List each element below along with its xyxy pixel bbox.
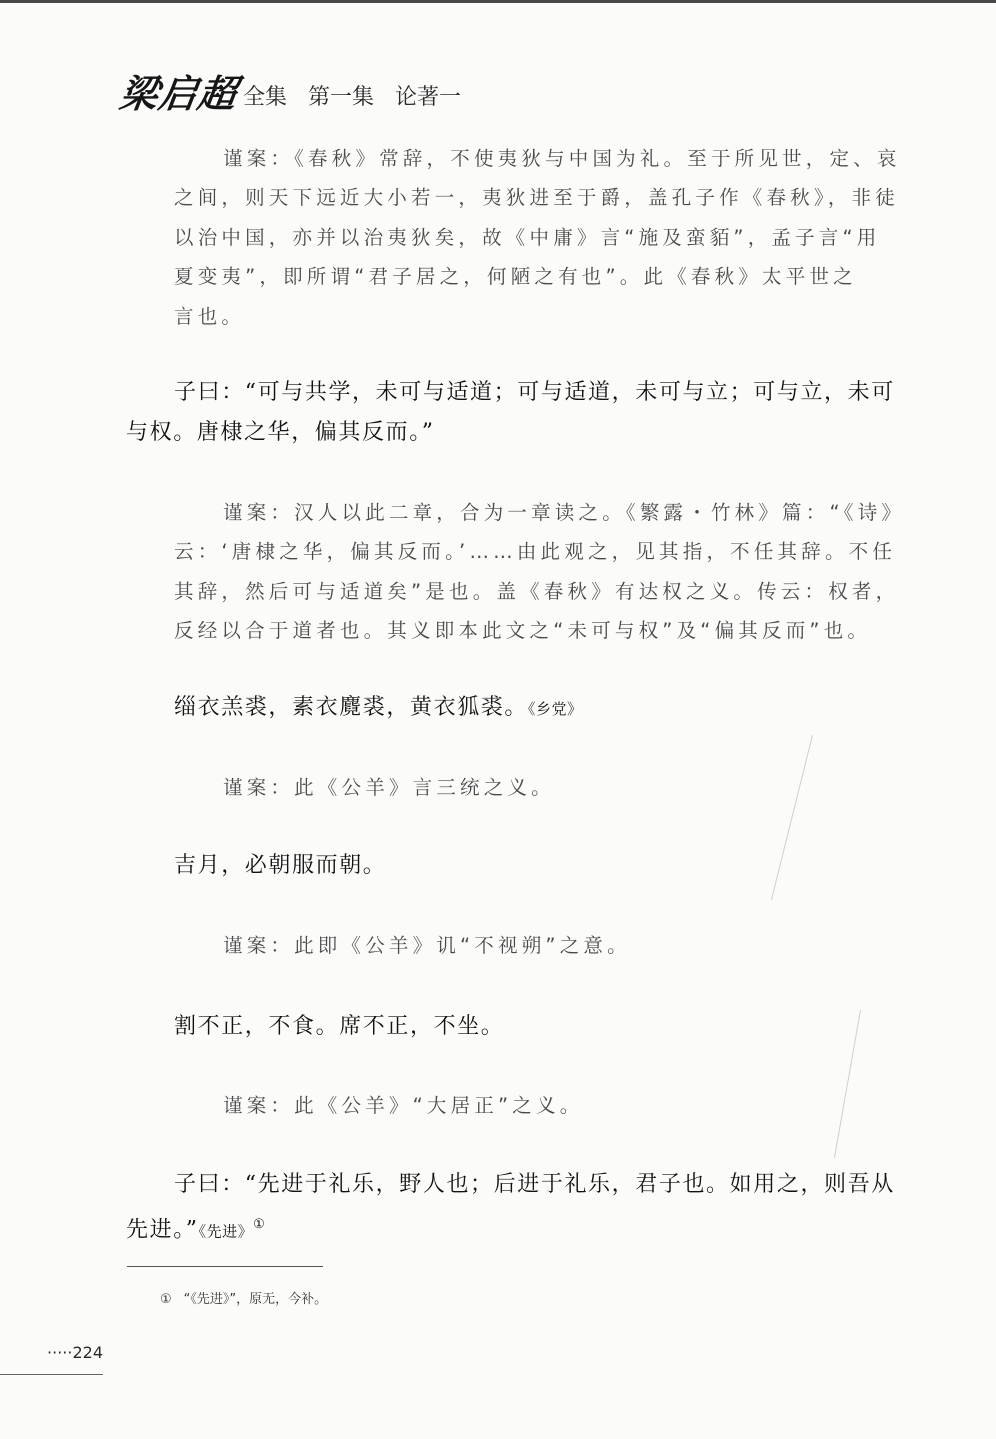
text-line: 吉月，必朝服而朝。 <box>174 853 387 878</box>
page-number-rule <box>0 1374 103 1375</box>
text-line: 谨案：此即《公羊》讥“不视朔”之意。 <box>223 934 631 957</box>
classic-text-paragraph <box>174 1007 934 1047</box>
footnote <box>160 1288 327 1307</box>
text-line: 云：‘唐棣之华，偏其反而。’……由此观之，见其指，不任其辞。不任 <box>174 540 897 564</box>
classic-text-paragraph <box>174 688 934 729</box>
page-number: ·····224 <box>47 1343 103 1362</box>
text-line: 子曰：“可与共学，未可与适道；可与适道，未可与立；可与立，未可 <box>174 380 895 405</box>
text-line: 言也。 <box>174 304 246 328</box>
classic-text-paragraph <box>174 846 934 886</box>
commentary-paragraph <box>174 139 934 336</box>
commentary-paragraph <box>174 493 934 651</box>
text-line: 割不正，不食。席不正，不坐。 <box>174 1014 505 1039</box>
commentary-paragraph <box>223 926 943 965</box>
commentary-paragraph <box>223 1086 943 1125</box>
footnote-marker: ① <box>253 1217 267 1232</box>
text-line: 其辞，然后可与适道矣”是也。盖《春秋》有达权之义。传云：权者， <box>174 579 900 603</box>
text-line: 谨案：《春秋》常辞，不使夷狄与中国为礼。至于所见世，定、哀 <box>223 147 901 170</box>
running-header <box>116 66 462 116</box>
footnote-text: “《先进》”，原无，今补。 <box>183 1292 328 1307</box>
text-line: 缁衣羔裘，素衣麑裘，黄衣狐裘。 <box>174 695 529 720</box>
author-logo: 梁启超 <box>116 71 241 116</box>
text-line: 之间，则天下远近大小若一，夷狄进至于爵，盖孔子作《春秋》，非徒 <box>174 186 899 210</box>
text-line: 谨案：汉人以此二章，合为一章读之。《繁露・竹林》篇：“《诗》 <box>223 501 906 524</box>
chapter-reference: 《先进》 <box>198 1222 254 1241</box>
footnote-divider <box>127 1266 323 1267</box>
text-line: 谨案：此《公羊》“大居正”之义。 <box>223 1094 584 1117</box>
text-line: 与权。唐棣之华，偏其反而。” <box>126 420 435 445</box>
text-line: 夏变夷”，即所谓“君子居之，何陋之有也”。此《春秋》太平世之 <box>174 265 857 289</box>
chapter-reference: 《乡党》 <box>528 700 583 718</box>
top-border-rule <box>0 0 996 3</box>
text-line: 反经以合于道者也。其义即本此文之“未可与权”及“偏其反而”也。 <box>174 619 872 643</box>
text-line: 谨案：此《公羊》言三统之义。 <box>223 776 555 799</box>
classic-text-paragraph <box>126 373 926 453</box>
commentary-paragraph <box>223 768 943 807</box>
text-line: 先进。” <box>126 1217 199 1243</box>
text-line: 子曰：“先进于礼乐，野人也；后进于礼乐，君子也。如用之，则吾从 <box>174 1172 895 1197</box>
collection-title: 全集 第一集 论著一 <box>243 85 462 110</box>
text-line: 以治中国，亦并以治夷狄矣，故《中庸》言“施及蛮貊”，孟子言“用 <box>174 225 881 249</box>
classic-text-paragraph <box>126 1165 926 1251</box>
footnote-number: ① <box>160 1292 172 1307</box>
